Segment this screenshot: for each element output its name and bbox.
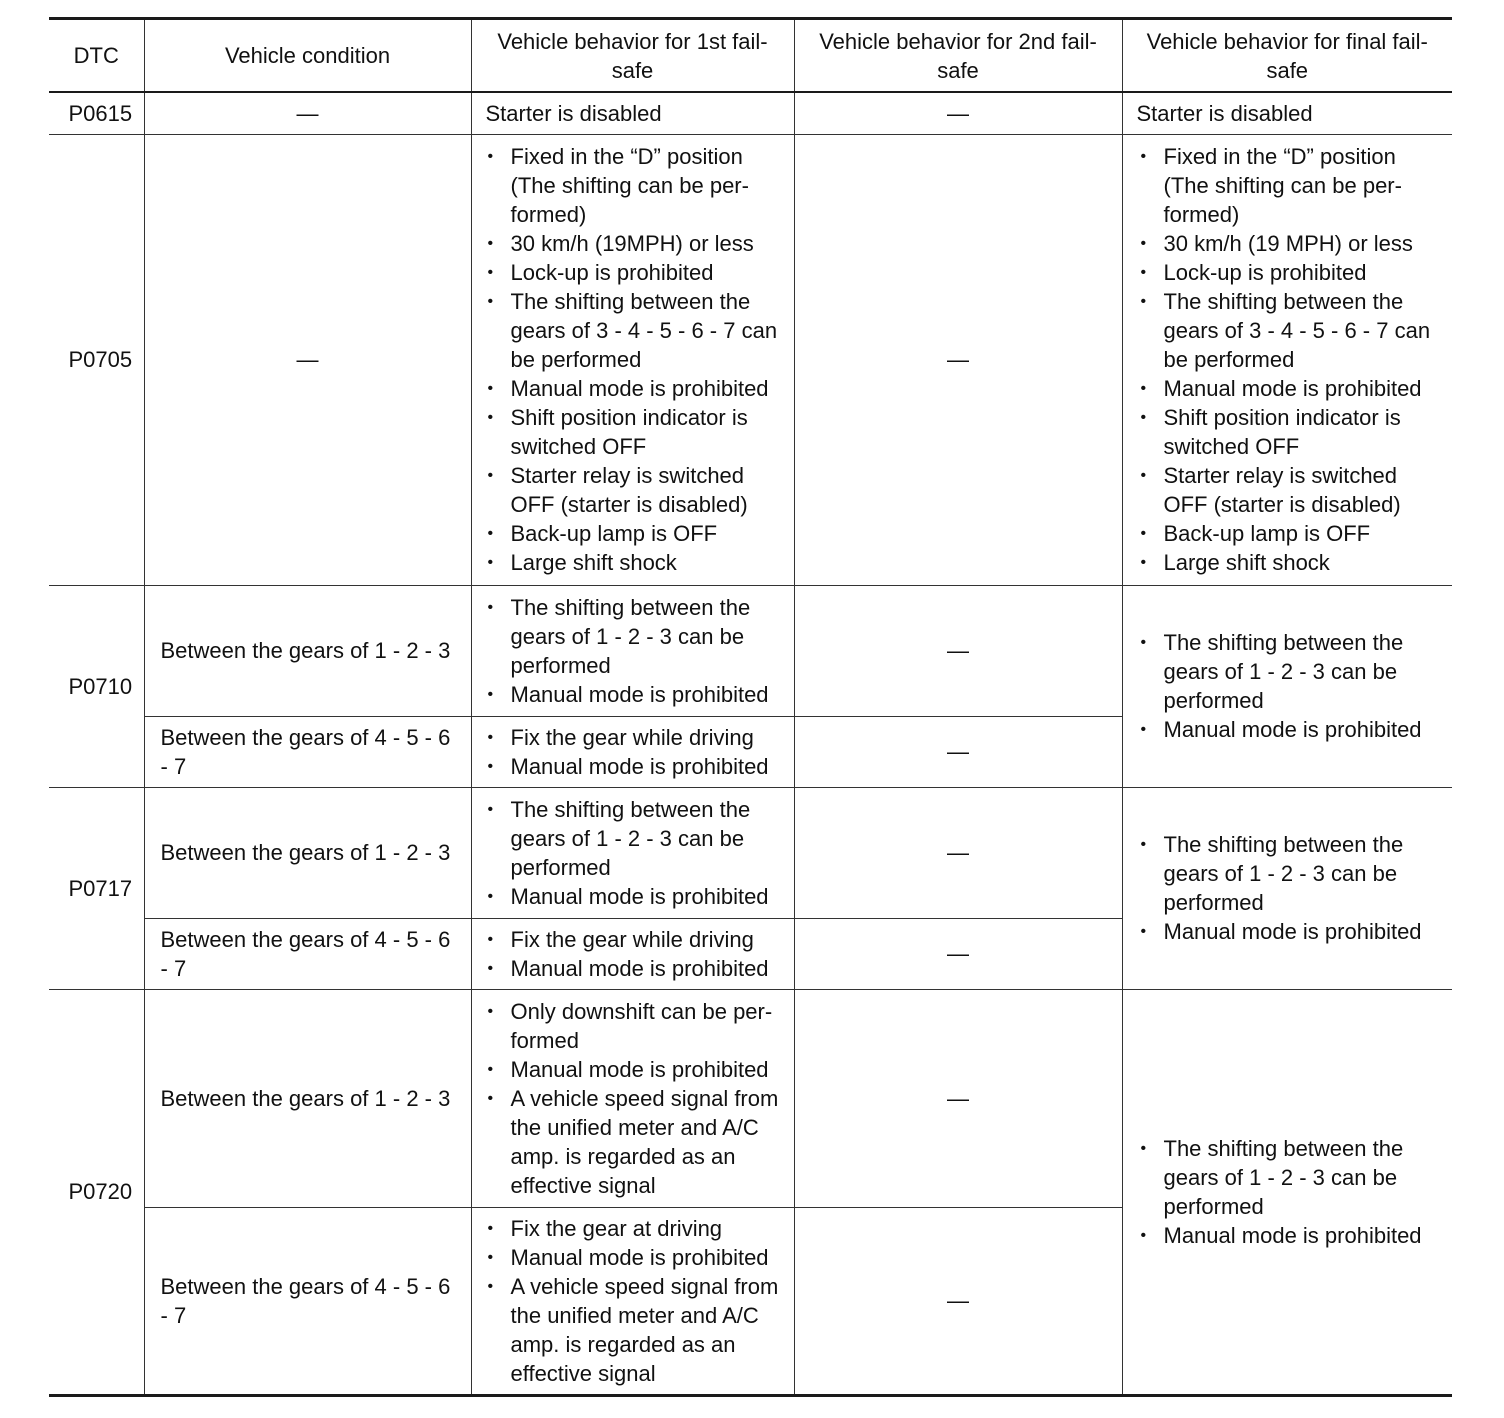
dtc-code: P0710 [49, 585, 144, 787]
list-item: • Manual mode is prohibited [1139, 374, 1445, 403]
first-failsafe-list [471, 918, 794, 989]
list-item: • Shift position indicator is switched OFF [1139, 403, 1445, 461]
final-failsafe-list [1122, 585, 1452, 787]
list-item: • Manual mode is prohibited [486, 374, 786, 403]
table-row [49, 787, 1452, 918]
list-item: • Fixed in the “D” position (The shifting can be per-formed) [1139, 142, 1445, 229]
list-item: • Lock-up is prohibited [1139, 258, 1445, 287]
list-item: • 30 km/h (19MPH) or less [486, 229, 786, 258]
first-failsafe-list [471, 1207, 794, 1395]
list-item: • The shifting between the gears of 1 - 2 - 3 can be performed [486, 593, 786, 680]
list-item: • The shifting between the gears of 1 - 2 - 3 can be performed [486, 795, 786, 882]
list-item: • Large shift shock [486, 548, 786, 577]
condition-text: Between the gears of 4 - 5 - 6 - 7 [144, 716, 471, 787]
header-final-failsafe: Vehicle behavior for final fail-safe [1122, 19, 1452, 93]
list-item: • The shifting between the gears of 3 - 4 - 5 - 6 - 7 can be performed [486, 287, 786, 374]
list-item: • Manual mode is prohibited [486, 1243, 786, 1272]
table-row [49, 989, 1452, 1207]
second-failsafe-dash: — [794, 1207, 1122, 1395]
dtc-code: P0717 [49, 787, 144, 989]
first-failsafe-list [471, 716, 794, 787]
condition-text: Between the gears of 4 - 5 - 6 - 7 [144, 918, 471, 989]
list-item: • Manual mode is prohibited [1139, 917, 1445, 946]
first-failsafe-text: Starter is disabled [471, 92, 794, 134]
first-failsafe-list [471, 134, 794, 585]
list-item: • Manual mode is prohibited [486, 954, 786, 983]
table-row [49, 92, 1452, 134]
condition-text: Between the gears of 1 - 2 - 3 [144, 585, 471, 716]
second-failsafe-dash: — [794, 918, 1122, 989]
table-row [49, 134, 1452, 585]
list-item: • The shifting between the gears of 3 - 4 - 5 - 6 - 7 can be performed [1139, 287, 1445, 374]
list-item: • Manual mode is prohibited [1139, 715, 1445, 744]
list-item: • Manual mode is prohibited [486, 882, 786, 911]
list-item: • Fix the gear while driving [486, 925, 786, 954]
second-failsafe-dash: — [794, 585, 1122, 716]
dtc-code: P0720 [49, 989, 144, 1395]
list-item: • Shift position indicator is switched OFF [486, 403, 786, 461]
list-item: • Lock-up is prohibited [486, 258, 786, 287]
first-failsafe-list [471, 787, 794, 918]
list-item: • A vehicle speed signal from the unified meter and A/C amp. is regarded as an effective signal [486, 1272, 786, 1388]
list-item: • The shifting between the gears of 1 - 2 - 3 can be performed [1139, 1134, 1445, 1221]
first-failsafe-list [471, 989, 794, 1207]
header-first-failsafe: Vehicle behavior for 1st fail-safe [471, 19, 794, 93]
condition-dash: — [144, 134, 471, 585]
header-dtc: DTC [49, 19, 144, 93]
final-failsafe-list [1122, 134, 1452, 585]
condition-text: Between the gears of 4 - 5 - 6 - 7 [144, 1207, 471, 1395]
second-failsafe-dash: — [794, 92, 1122, 134]
dtc-code: P0615 [49, 92, 144, 134]
list-item: • Starter relay is switched OFF (starter is disabled) [1139, 461, 1445, 519]
list-item: • Large shift shock [1139, 548, 1445, 577]
failsafe-table [49, 17, 1452, 1397]
first-failsafe-list [471, 585, 794, 716]
list-item: • Manual mode is prohibited [486, 1055, 786, 1084]
condition-text: Between the gears of 1 - 2 - 3 [144, 989, 471, 1207]
list-item: • The shifting between the gears of 1 - 2 - 3 can be performed [1139, 628, 1445, 715]
list-item: • 30 km/h (19 MPH) or less [1139, 229, 1445, 258]
final-failsafe-list [1122, 989, 1452, 1395]
list-item: • Fix the gear while driving [486, 723, 786, 752]
second-failsafe-dash: — [794, 787, 1122, 918]
list-item: • Starter relay is switched OFF (starter is disabled) [486, 461, 786, 519]
final-failsafe-text: Starter is disabled [1122, 92, 1452, 134]
list-item: • Manual mode is prohibited [486, 752, 786, 781]
table-row [49, 585, 1452, 716]
second-failsafe-dash: — [794, 134, 1122, 585]
list-item: • Back-up lamp is OFF [1139, 519, 1445, 548]
list-item: • Fixed in the “D” position (The shifting can be per-formed) [486, 142, 786, 229]
condition-text: Between the gears of 1 - 2 - 3 [144, 787, 471, 918]
list-item: • A vehicle speed signal from the unified meter and A/C amp. is regarded as an effective signal [486, 1084, 786, 1200]
list-item: • The shifting between the gears of 1 - 2 - 3 can be performed [1139, 830, 1445, 917]
list-item: • Manual mode is prohibited [1139, 1221, 1445, 1250]
list-item: • Only downshift can be per-formed [486, 997, 786, 1055]
second-failsafe-dash: — [794, 716, 1122, 787]
header-second-failsafe: Vehicle behavior for 2nd fail-safe [794, 19, 1122, 93]
list-item: • Back-up lamp is OFF [486, 519, 786, 548]
dtc-code: P0705 [49, 134, 144, 585]
second-failsafe-dash: — [794, 989, 1122, 1207]
final-failsafe-list [1122, 787, 1452, 989]
header-vehicle-condition: Vehicle condition [144, 19, 471, 93]
list-item: • Manual mode is prohibited [486, 680, 786, 709]
header-row [49, 19, 1452, 93]
list-item: • Fix the gear at driving [486, 1214, 786, 1243]
condition-dash: — [144, 92, 471, 134]
